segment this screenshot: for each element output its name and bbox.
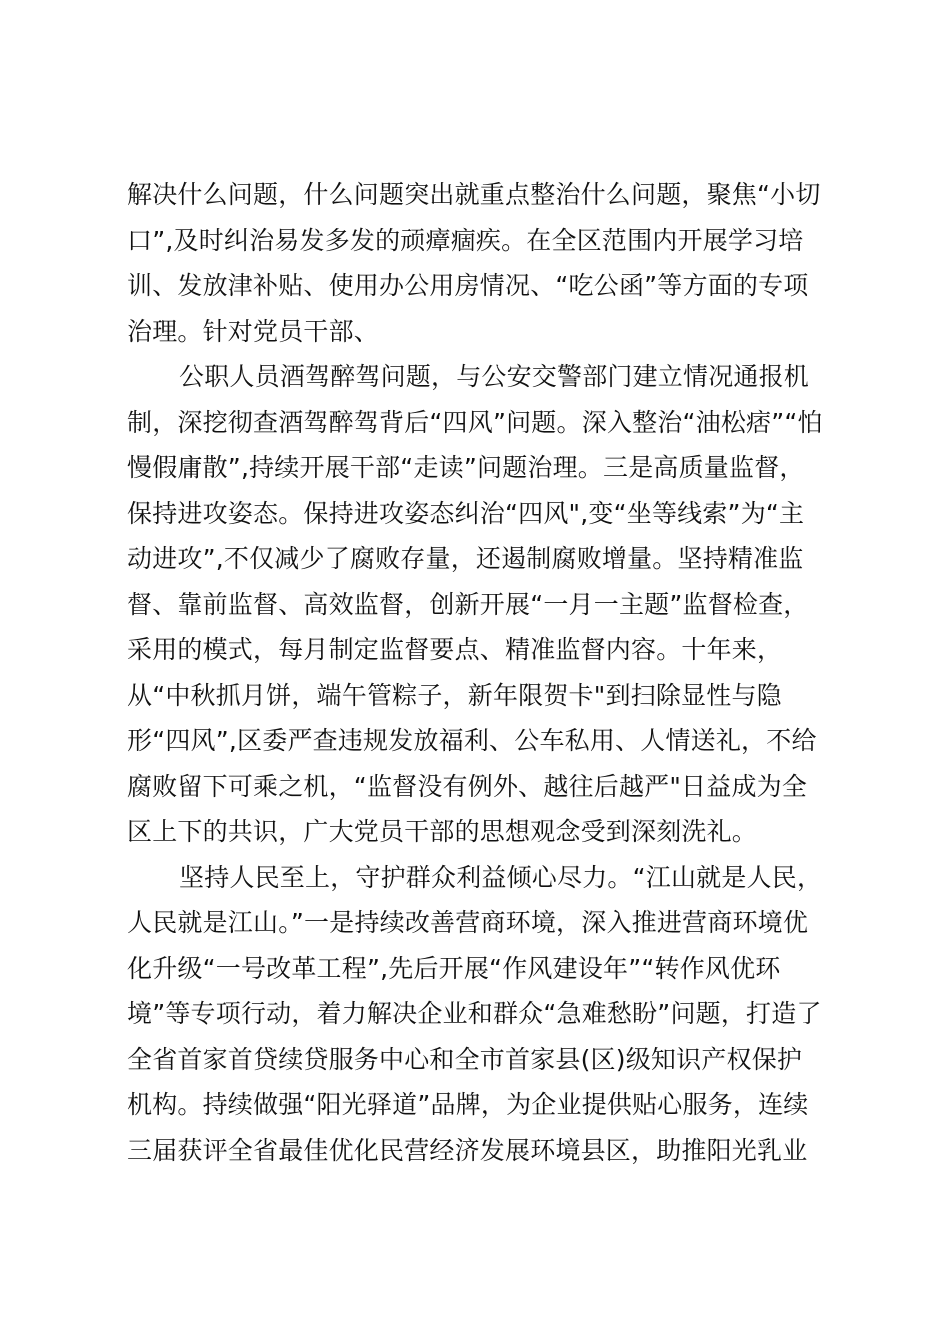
text-line: 形“四风”,区委严查违规发放福利、公车私用、人情送礼，不给 (127, 726, 817, 755)
text-line: 境”等专项行动，着力解决企业和群众“急难愁盼”问题，打造了 (127, 999, 822, 1028)
text-line: 治理。针对党员干部、 (127, 316, 380, 346)
text-line: 化升级“一号改革工程”,先后开展“作风建设年”“转作风优环 (127, 953, 781, 983)
paragraph-start-line: 坚持人民至上，守护群众利益倾心尽力。“江山就是人民， (179, 862, 823, 892)
text-line: 制，深挖彻查酒驾醉驾背后“四风”问题。深入整治“油松痞”“怕 (127, 407, 823, 437)
text-line: 全省首家首贷续贷服务中心和全市首家县(区)级知识产权保护 (127, 1044, 803, 1074)
text-line: 保持进攻姿态。保持进攻姿态纠治“四风",变“坐等线索”为“主 (127, 498, 805, 528)
text-line: 人民就是江山。”一是持续改善营商环境，深入推进营商环境优 (127, 908, 809, 937)
text-line: 训、发放津补贴、使用办公用房情况、“吃公函”等方面的专项 (127, 271, 809, 300)
text-line: 动进攻”,不仅减少了腐败存量，还遏制腐败增量。坚持精准监 (127, 544, 804, 573)
text-line: 采用的模式，每月制定监督要点、精准监督内容。十年来， (127, 635, 783, 664)
text-line: 区上下的共识，广大党员干部的思想观念受到深刻洗礼。 (127, 817, 758, 846)
text-line: 机构。持续做强“阳光驿道”品牌，为企业提供贴心服务，连续 (127, 1090, 809, 1119)
text-line: 口”,及时纠治易发多发的顽瘴痼疾。在全区范围内开展学习培 (127, 225, 804, 255)
text-line: 督、靠前监督、高效监督，创新开展“一月一主题”监督检查， (127, 589, 809, 619)
body-text (127, 172, 832, 1173)
text-line: 从“中秋抓月饼，端午管粽子，新年限贺卡"到扫除显性与隐 (127, 680, 782, 710)
text-line: 慢假庸散”,持续开展干部“走读”问题治理。三是高质量监督， (127, 453, 805, 482)
paragraph-start-line: 公职人员酒驾醉驾问题，与公安交警部门建立情况通报机 (179, 362, 810, 391)
text-line: 三届获评全省最佳优化民营经济发展环境县区，助推阳光乳业 (127, 1135, 808, 1165)
text-line: 腐败留下可乘之机，“监督没有例外、越往后越严"日益成为全 (127, 771, 808, 801)
text-line: 解决什么问题，什么问题突出就重点整治什么问题，聚焦“小切 (127, 180, 821, 209)
